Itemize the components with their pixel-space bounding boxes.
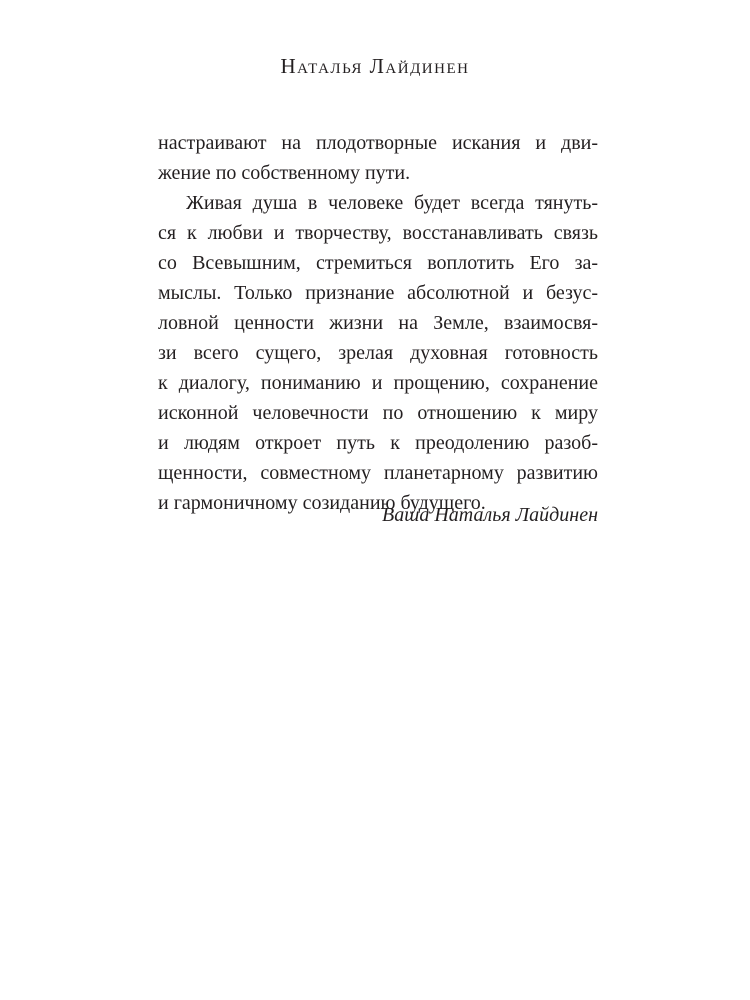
body-text xyxy=(158,128,598,518)
text-line: к диалогу, пониманию и прощению, сохранение xyxy=(158,372,598,394)
signature: Ваша Наталья Лайдинен xyxy=(382,504,598,526)
text-line: со Всевышним, стремиться воплотить Его за- xyxy=(158,252,598,274)
running-head: Наталья Лайдинен xyxy=(280,54,470,78)
text-line: мыслы. Только признание абсолютной и безус- xyxy=(158,282,598,304)
text-line: настраивают на плодотворные искания и дви- xyxy=(158,132,598,154)
text-line: и гармоничному созиданию будущего. xyxy=(158,492,486,514)
text-line: жение по собственному пути. xyxy=(158,162,411,184)
text-line: щенности, совместному планетарному развитию xyxy=(158,462,598,484)
text-line: зи всего сущего, зрелая духовная готовность xyxy=(158,342,598,364)
text-line: исконной человечности по отношению к миру xyxy=(158,402,598,424)
text-line: Живая душа в человеке будет всегда тянуть- xyxy=(186,192,598,214)
text-line: ся к любви и творчеству, восстанавливать связь xyxy=(158,222,598,244)
text-line: ловной ценности жизни на Земле, взаимосвя- xyxy=(158,312,598,334)
text-line: и людям откроет путь к преодолению разоб- xyxy=(158,432,598,454)
